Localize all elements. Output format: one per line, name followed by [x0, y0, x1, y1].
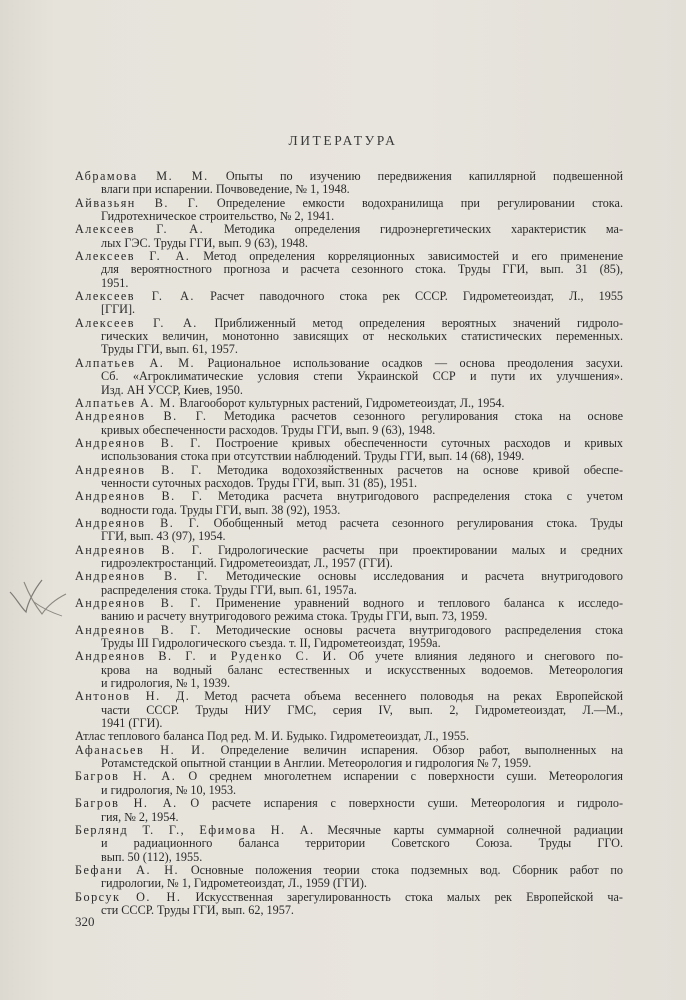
reference-entry [75, 223, 623, 250]
reference-continuation-line [75, 263, 623, 276]
reference-text: Сб. «Агроклиматические условия степи Украинской ССР и пути их улучшения». [101, 369, 623, 384]
reference-author: Андреянов В. Г. [75, 489, 204, 504]
reference-entry [75, 864, 623, 891]
reference-entry [75, 730, 623, 743]
reference-first-line [75, 250, 623, 263]
reference-text: вып. 50 (112), 1955. [101, 849, 203, 864]
reference-author: Андреянов В. Г. [75, 435, 202, 450]
reference-continuation-line [75, 637, 623, 650]
reference-continuation-line [75, 677, 623, 690]
reference-first-line [75, 170, 623, 183]
reference-text: Метод определения корреляционных зависимостей и его применение [203, 249, 624, 264]
reference-entry [75, 437, 623, 464]
reference-author: Андреянов В. Г. [75, 542, 204, 557]
reference-author: Алексеев Г. А. [75, 249, 191, 264]
reference-first-line [75, 437, 623, 450]
reference-continuation-line [75, 384, 623, 397]
reference-text: ченности суточных расходов. Труды ГГИ, вып. 31 (85), 1951. [101, 475, 418, 490]
reference-text: Ротамстедской опытной станции в Англии. Метеорология и гидрология № 7, 1959. [101, 756, 532, 771]
reference-continuation-line [75, 504, 623, 517]
reference-entry [75, 197, 623, 224]
reference-text: Методика расчетов сезонного регулирования стока на основе [224, 409, 623, 424]
reference-text: ГГИ, вып. 43 (97), 1954. [101, 529, 226, 544]
reference-first-line [75, 197, 623, 210]
reference-continuation-line [75, 424, 623, 437]
reference-author: Алпатьев А. М. [75, 395, 177, 410]
reference-continuation-line [75, 237, 623, 250]
reference-continuation-line [75, 477, 623, 490]
reference-author: Андреянов В. Г. [75, 515, 201, 530]
reference-text: Влагооборот культурных растений, Гидрометеоиздат, Л., 1954. [179, 395, 505, 410]
reference-first-line [75, 464, 623, 477]
reference-entry [75, 797, 623, 824]
reference-first-line [75, 624, 623, 637]
reference-text: Методические основы исследования и расчета внутригодового [225, 569, 624, 584]
reference-entry [75, 357, 623, 397]
reference-first-line [75, 544, 623, 557]
reference-text: Определение емкости водохранилища при регулировании стока. [216, 195, 623, 210]
reference-text: Методические основы расчета внутригодового распределения стока [215, 622, 623, 637]
reference-continuation-line [75, 584, 623, 597]
reference-text: Искусственная зарегулированность стока малых рек Европейской ча- [195, 889, 623, 904]
reference-first-line [75, 650, 623, 663]
reference-continuation-line [75, 530, 623, 543]
reference-first-line [75, 797, 623, 810]
reference-text: гических величин, монотонно зависящих от нескольких статистических переменных. [101, 329, 623, 344]
reference-text: сти СССР. Труды ГГИ, вып. 62, 1957. [101, 902, 294, 917]
reference-text: части СССР. Труды НИУ ГМС, серия IV, вып. 2, Гидрометеоиздат, Л.—М., [101, 702, 623, 717]
reference-entry [75, 624, 623, 651]
reference-continuation-line [75, 784, 623, 797]
reference-text: Методика расчета внутригодового распределения стока с учетом [218, 489, 624, 504]
reference-continuation-line [75, 330, 623, 343]
reference-text: крова на водный баланс естественных и искусственных водоемов. Метеорология [101, 662, 623, 677]
reference-first-line [75, 891, 623, 904]
reference-first-line [75, 290, 623, 303]
reference-text: использования стока при отсутствии наблюдений. Труды ГГИ, вып. 14 (68), 1949. [101, 449, 525, 464]
reference-text: лых ГЭС. Труды ГГИ, вып. 9 (63), 1948. [101, 235, 308, 250]
reference-text: Методика водохозяйственных расчетов на основе кривой обеспе- [217, 462, 624, 477]
reference-continuation-line [75, 370, 623, 383]
reference-author: Андреянов В. Г. [75, 569, 209, 584]
reference-text: Основные положения теории стока подземных вод. Сборник работ по [190, 862, 624, 877]
reference-text: Определение величин испарения. Обзор работ, выполненных на [220, 742, 624, 757]
reference-text: Гидрологические расчеты при проектировании малых и средних [218, 542, 624, 557]
reference-author: Багров Н. А. [75, 796, 178, 811]
reference-text: гидрологии, № 1, Гидрометеоиздат, Л., 1959 (ГГИ). [101, 876, 367, 891]
reference-author: Борсук О. Н. [75, 889, 182, 904]
page-number: 320 [75, 914, 95, 929]
reference-author: Андреянов В. Г. [75, 409, 208, 424]
reference-text: 1951. [101, 275, 129, 290]
reference-entry [75, 570, 623, 597]
reference-entry [75, 891, 623, 918]
reference-first-line [75, 690, 623, 703]
reference-text: Месячные карты суммарной солнечной радиации [327, 822, 624, 837]
reference-author: Андреянов В. Г. [75, 462, 203, 477]
reference-first-line [75, 597, 623, 610]
reference-entry [75, 597, 623, 624]
reference-text: Методика определения гидроэнергетических характеристик ма- [223, 222, 624, 237]
reference-continuation-line [75, 183, 623, 196]
reference-first-line [75, 730, 623, 743]
reference-text: Труды III Гидрологического съезда. т. II, Гидрометеоиздат, 1959а. [101, 636, 441, 651]
reference-text: водности года. Труды ГГИ, вып. 38 (92), 1953. [101, 502, 341, 517]
reference-continuation-line [75, 277, 623, 290]
reference-list [75, 170, 623, 917]
reference-text: и гидрология, № 1, 1939. [101, 676, 230, 691]
reference-first-line [75, 317, 623, 330]
reference-first-line [75, 570, 623, 583]
reference-text: Расчет паводочного стока рек СССР. Гидрометеоиздат, Л., 1955 [210, 289, 624, 304]
reference-continuation-line [75, 851, 623, 864]
reference-continuation-line [75, 811, 623, 824]
reference-entry [75, 397, 623, 410]
reference-text: О среднем многолетнем испарении с поверхности суши. Метеорология [188, 769, 623, 784]
reference-entry [75, 650, 623, 690]
reference-continuation-line [75, 837, 623, 850]
reference-first-line [75, 357, 623, 370]
reference-author: Алексеев Г. А. [75, 222, 205, 237]
reference-author: Андреянов В. Г. [75, 622, 202, 637]
reference-continuation-line [75, 450, 623, 463]
reference-first-line [75, 223, 623, 236]
reference-continuation-line [75, 717, 623, 730]
reference-entry [75, 824, 623, 864]
reference-entry [75, 490, 623, 517]
reference-entry [75, 770, 623, 797]
reference-author: Берлянд Т. Г., Ефимова Н. А. [75, 822, 315, 837]
reference-continuation-line [75, 904, 623, 917]
reference-author: Бефани А. Н. [75, 862, 180, 877]
reference-first-line [75, 410, 623, 423]
reference-entry [75, 410, 623, 437]
reference-author: Афанасьев Н. И. [75, 742, 207, 757]
reference-entry [75, 170, 623, 197]
reference-author: Андреянов В. Г. и Руденко С. И. [75, 649, 338, 664]
reference-author: Айвазьян В. Г. [75, 195, 200, 210]
reference-text: Труды ГГИ, вып. 61, 1957. [101, 342, 238, 357]
reference-continuation-line [75, 210, 623, 223]
reference-first-line [75, 744, 623, 757]
reference-text: Об учете влияния ледяного и снегового по- [348, 649, 623, 664]
reference-text: Опыты по изучению передвижения капиллярной подвешенной [225, 169, 624, 183]
page-title: ЛИТЕРАТУРА [288, 133, 398, 148]
reference-entry [75, 744, 623, 771]
pencil-mark [4, 572, 74, 624]
reference-continuation-line [75, 343, 623, 356]
reference-text: распределения стока. Труды ГГИ, вып. 61, 1957а. [101, 582, 357, 597]
reference-entry [75, 250, 623, 290]
reference-continuation-line [75, 557, 623, 570]
reference-author: Алексеев Г. А. [75, 315, 198, 330]
reference-text: гидроэлектростанций. Гидрометеоиздат, Л., 1957 (ГГИ). [101, 555, 393, 570]
reference-continuation-line [75, 610, 623, 623]
reference-entry [75, 690, 623, 730]
reference-text: Применение уравнений водного и теплового баланса к исследо- [215, 596, 623, 610]
reference-text: Метод расчета объема весеннего половодья на реках Европейской [204, 689, 623, 704]
reference-entry [75, 464, 623, 491]
reference-text: гия, № 2, 1954. [101, 809, 179, 824]
reference-text: О расчете испарения с поверхности суши. Метеорология и гидроло- [190, 796, 624, 811]
reference-text: Рациональное использование осадков — основа преодоления засухи. [207, 355, 624, 370]
reference-author: Алексеев Г. А. [75, 289, 195, 304]
reference-continuation-line [75, 757, 623, 770]
reference-first-line [75, 824, 623, 837]
reference-entry [75, 290, 623, 317]
reference-first-line [75, 490, 623, 503]
reference-entry [75, 317, 623, 357]
reference-text: влаги при испарении. Почвоведение, № 1, 1948. [101, 182, 350, 197]
reference-first-line [75, 397, 623, 410]
reference-continuation-line [75, 664, 623, 677]
reference-text: кривых обеспеченности расходов. Труды ГГИ, вып. 9 (63), 1948. [101, 422, 436, 437]
reference-text: Обобщенный метод расчета сезонного регулирования стока. Труды [213, 515, 623, 530]
reference-continuation-line [75, 303, 623, 316]
reference-first-line [75, 770, 623, 783]
reference-text: для вероятностного прогноза и расчета сезонного стока. Труды ГГИ, вып. 31 (85), [101, 262, 623, 277]
reference-author: Андреянов В. Г. [75, 596, 202, 610]
reference-text: Построение кривых обеспеченности суточных расходов и кривых [215, 435, 623, 450]
reference-author: Алпатьев А. М. [75, 355, 196, 370]
reference-text: Изд. АН УССР, Киев, 1950. [101, 382, 243, 397]
reference-author: Антонов Н. Д. [75, 689, 191, 704]
reference-first-line [75, 517, 623, 530]
reference-entry [75, 544, 623, 571]
reference-text: Гидротехническое строительство, № 2, 1941. [101, 209, 335, 224]
reference-continuation-line [75, 877, 623, 890]
reference-text: Приближенный метод определения вероятных значений гидроло- [214, 315, 624, 330]
reference-text: и гидрология, № 10, 1953. [101, 782, 237, 797]
reference-first-line [75, 864, 623, 877]
reference-continuation-line [75, 704, 623, 717]
reference-author: Абрамова М. М. [75, 169, 209, 183]
reference-text: Атлас теплового баланса Под ред. М. И. Будыко. Гидрометеоиздат, Л., 1955. [75, 729, 470, 744]
reference-text: 1941 (ГГИ). [101, 716, 163, 731]
reference-entry [75, 517, 623, 544]
reference-text: ванию и расчету внутригодового режима стока. Труды ГГИ, вып. 73, 1959. [101, 609, 488, 624]
reference-author: Багров Н. А. [75, 769, 177, 784]
reference-text: [ГГИ]. [101, 302, 136, 317]
reference-text: и радиационного баланса территории Советского Союза. Труды ГГО. [101, 836, 623, 851]
